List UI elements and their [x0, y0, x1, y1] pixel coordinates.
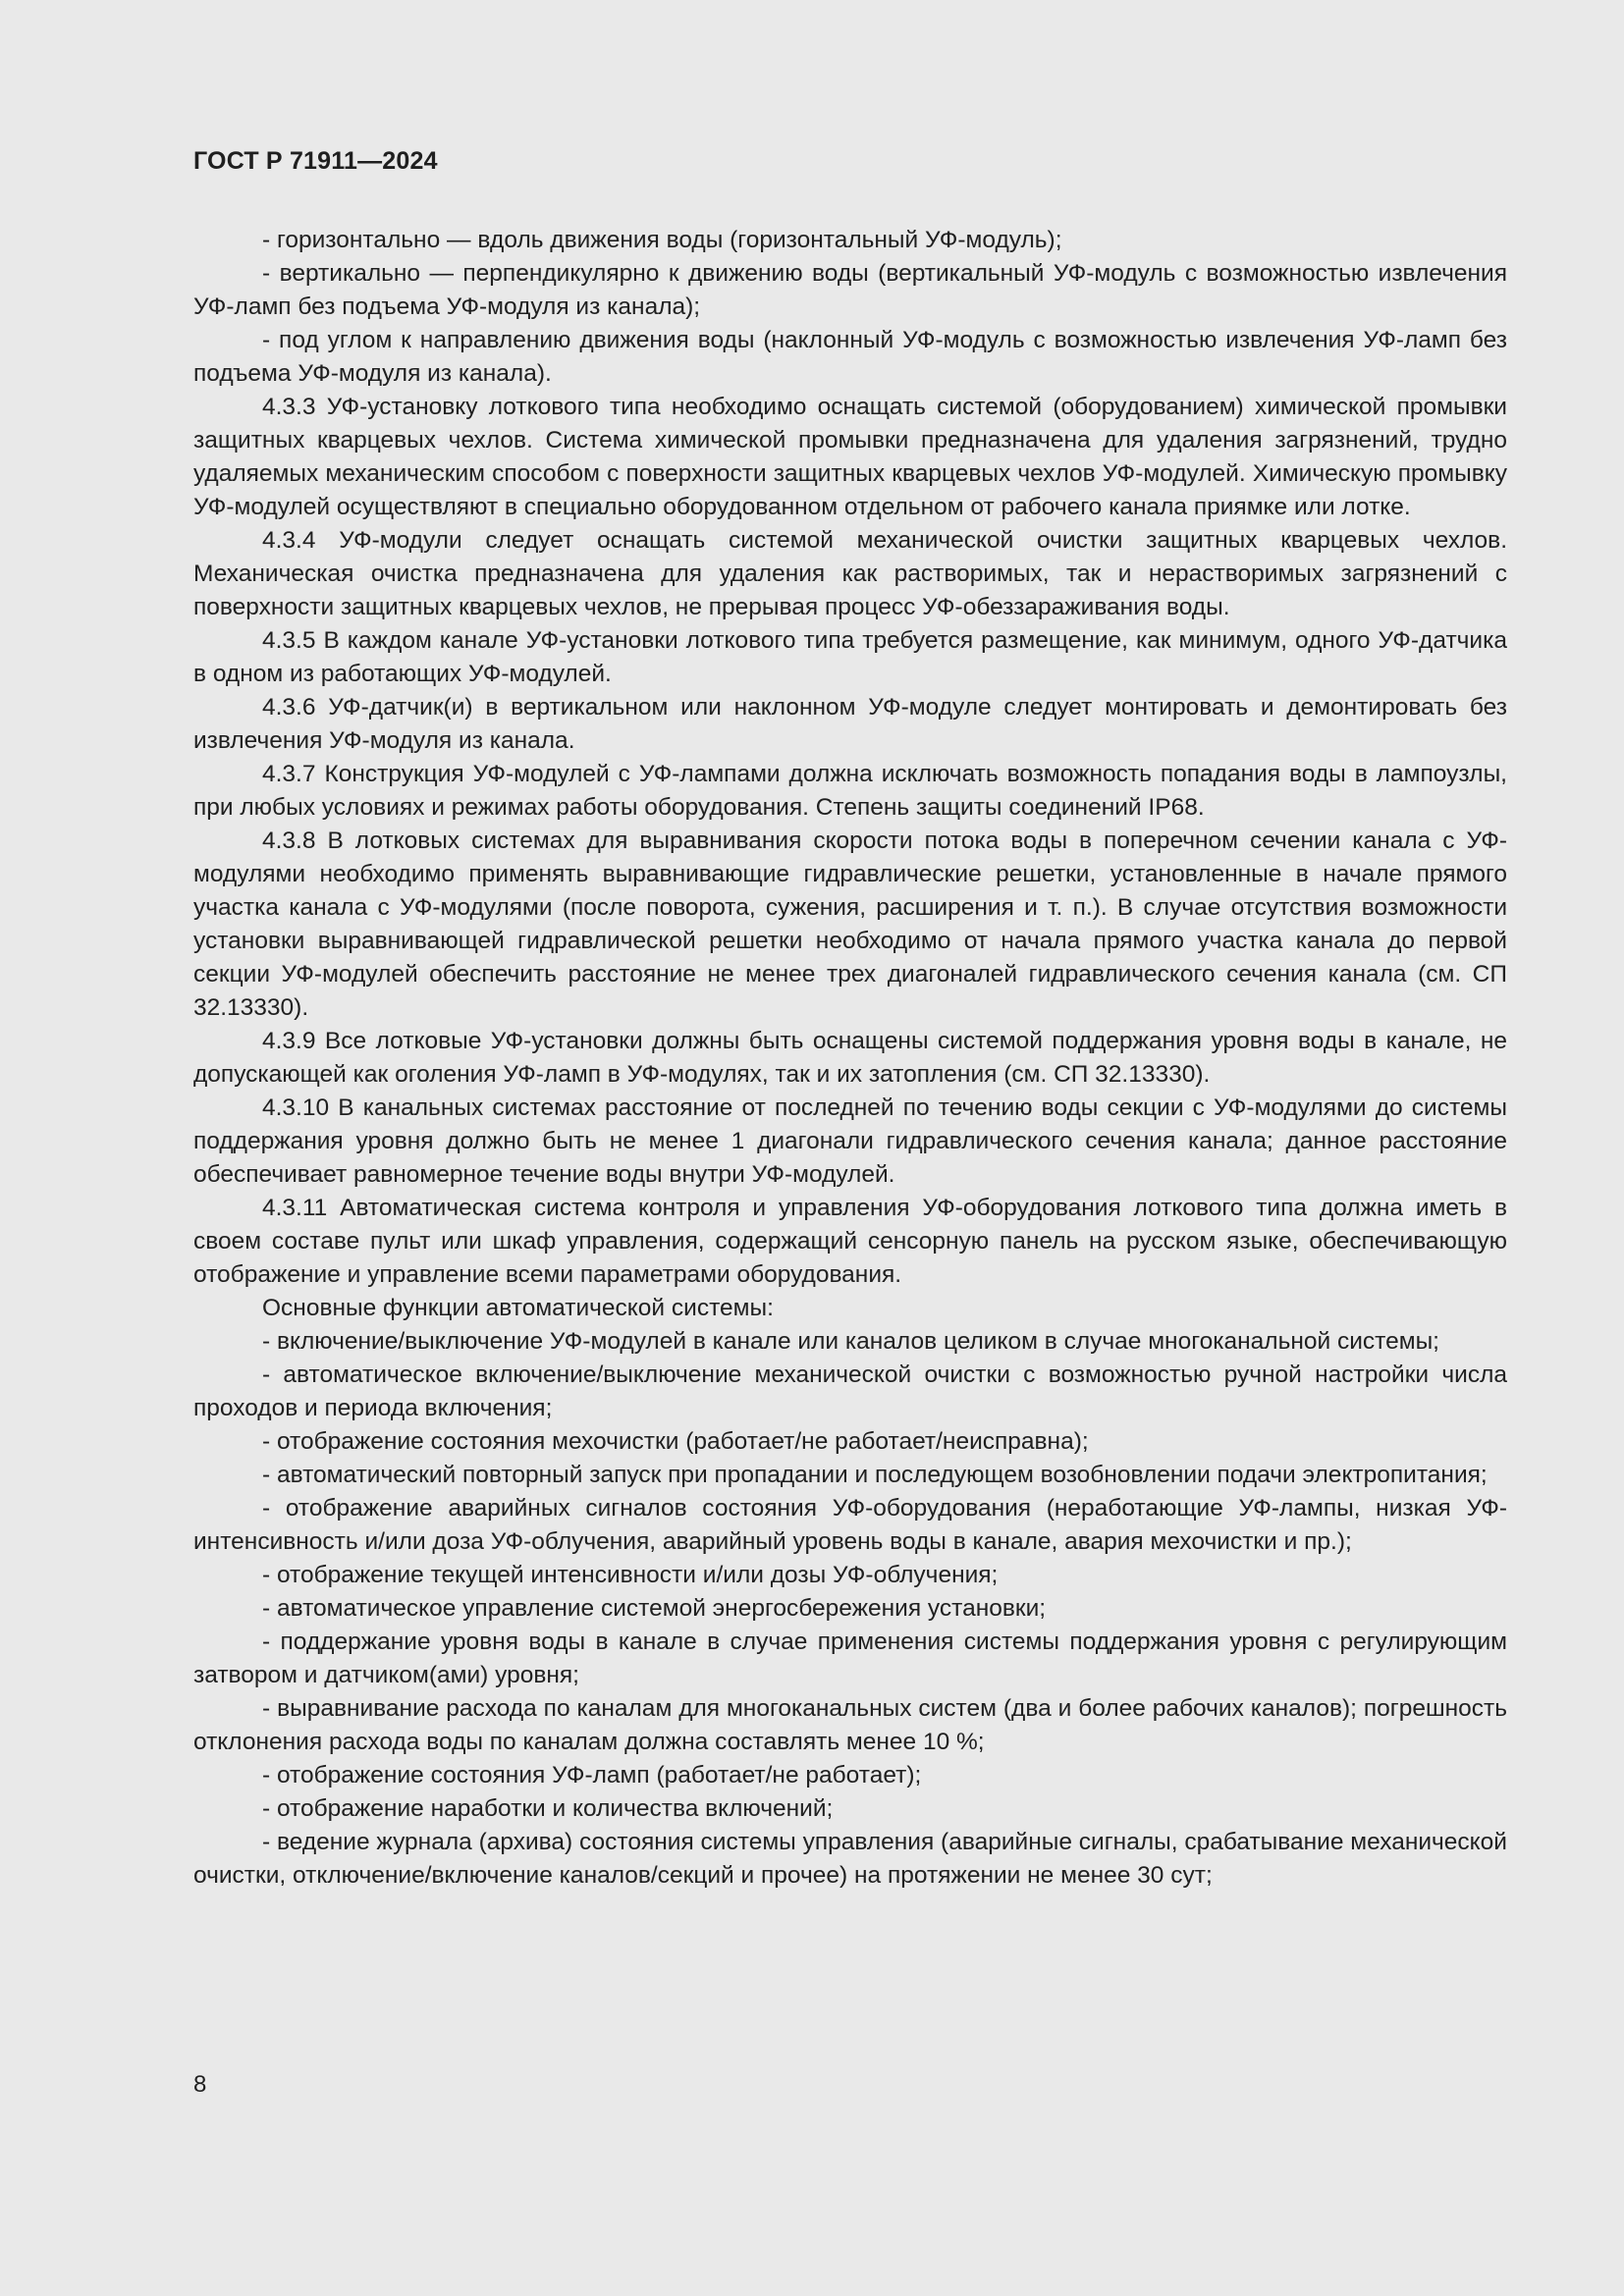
list-item: - включение/выключение УФ-модулей в канале или каналов целиком в случае многоканальной системы; — [262, 1328, 1439, 1355]
list-item: - отображение аварийных сигналов состояния УФ-оборудования (неработающие УФ-лампы, низкая УФ-интенсивность и/или доза УФ-облучения, аварийный уровень воды в канале, авария мехочистки и пр.); — [193, 1495, 1507, 1555]
clause-4-3-6: 4.3.6 УФ-датчик(и) в вертикальном или наклонном УФ-модуле следует монтировать и демонтировать без извлечения УФ-модуля из канала. — [193, 694, 1507, 754]
list-item: - горизонтально — вдоль движения воды (горизонтальный УФ-модуль); — [262, 227, 1062, 253]
list-item: - ведение журнала (архива) состояния системы управления (аварийные сигналы, срабатывание механической очистки, отключение/включение каналов/секций и прочее) на протяжении не менее 30 сут; — [193, 1829, 1507, 1889]
list-item: - вертикально — перпендикулярно к движению воды (вертикальный УФ-модуль с возможностью извлечения УФ-ламп без подъема УФ-модуля из канала); — [193, 260, 1507, 320]
clause-4-3-8: 4.3.8 В лотковых системах для выравнивания скорости потока воды в поперечном сечении канала с УФ-модулями необходимо применять выравнивающие гидравлические решетки, установленные в начале прямого участка канала с УФ-модулями (после поворота, сужения, расширения и т. п.). В случае отсутствия возможности установки выравнивающей гидравлической решетки необходимо от начала прямого участка канала до первой секции УФ-модулей обеспечить расстояние не менее трех диагоналей гидравлического сечения канала (см. СП 32.13330). — [193, 828, 1507, 1021]
page-number: 8 — [193, 2071, 207, 2098]
list-item: - отображение состояния УФ-ламп (работает/не работает); — [262, 1762, 922, 1789]
list-item: - автоматический повторный запуск при пропадании и последующем возобновлении подачи электропитания; — [262, 1462, 1488, 1488]
list-item: - отображение состояния мехочистки (работает/не работает/неисправна); — [262, 1428, 1089, 1455]
clause-4-3-11: 4.3.11 Автоматическая система контроля и управления УФ-оборудования лоткового типа должна иметь в своем составе пульт или шкаф управления, содержащий сенсорную панель на русском языке, обеспечивающую отображение и управление всеми параметрами оборудования. — [193, 1195, 1507, 1288]
clause-4-3-9: 4.3.9 Все лотковые УФ-установки должны быть оснащены системой поддержания уровня воды в канале, не допускающей как оголения УФ-ламп в УФ-модулях, так и их затопления (см. СП 32.13330). — [193, 1028, 1507, 1088]
functions-intro: Основные функции автоматической системы: — [262, 1295, 774, 1321]
list-item: - отображение текущей интенсивности и/или дозы УФ-облучения; — [262, 1562, 999, 1588]
list-item: - автоматическое управление системой энергосбережения установки; — [262, 1595, 1047, 1622]
standard-designation: ГОСТ Р 71911—2024 — [193, 147, 438, 175]
list-item: - поддержание уровня воды в канале в случае применения системы поддержания уровня с регулирующим затвором и датчиком(ами) уровня; — [193, 1629, 1507, 1688]
list-item: - отображение наработки и количества включений; — [262, 1795, 834, 1822]
list-item: - под углом к направлению движения воды (наклонный УФ-модуль с возможностью извлечения УФ-ламп без подъема УФ-модуля из канала). — [193, 327, 1507, 387]
clause-4-3-10: 4.3.10 В канальных системах расстояние от последней по течению воды секции с УФ-модулями до системы поддержания уровня должно быть не менее 1 диагонали гидравлического сечения канала; данное расстояние обеспечивает равномерное течение воды внутри УФ-модулей. — [193, 1095, 1507, 1188]
clause-4-3-3: 4.3.3 УФ-установку лоткового типа необходимо оснащать системой (оборудованием) химической промывки защитных кварцевых чехлов. Система химической промывки предназначена для удаления загрязнений, трудно удаляемых механическим способом с поверхности защитных кварцевых чехлов УФ-модулей. Химическую промывку УФ-модулей осуществляют в специально оборудованном отдельном от рабочего канала приямке или лотке. — [193, 394, 1507, 520]
clause-4-3-7: 4.3.7 Конструкция УФ-модулей с УФ-лампами должна исключать возможность попадания воды в лампоузлы, при любых условиях и режимах работы оборудования. Степень защиты соединений IP68. — [193, 761, 1507, 821]
clause-4-3-5: 4.3.5 В каждом канале УФ-установки лоткового типа требуется размещение, как минимум, одного УФ-датчика в одном из работающих УФ-модулей. — [193, 627, 1507, 687]
document-body — [193, 224, 1507, 1893]
list-item: - выравнивание расхода по каналам для многоканальных систем (два и более рабочих каналов); погрешность отклонения расхода воды по каналам должна составлять менее 10 %; — [193, 1695, 1507, 1755]
list-item: - автоматическое включение/выключение механической очистки с возможностью ручной настройки числа проходов и периода включения; — [193, 1362, 1507, 1421]
clause-4-3-4: 4.3.4 УФ-модули следует оснащать системой механической очистки защитных кварцевых чехлов. Механическая очистка предназначена для удаления как растворимых, так и нерастворимых загрязнений с поверхности защитных кварцевых чехлов, не прерывая процесс УФ-обеззараживания воды. — [193, 527, 1507, 620]
